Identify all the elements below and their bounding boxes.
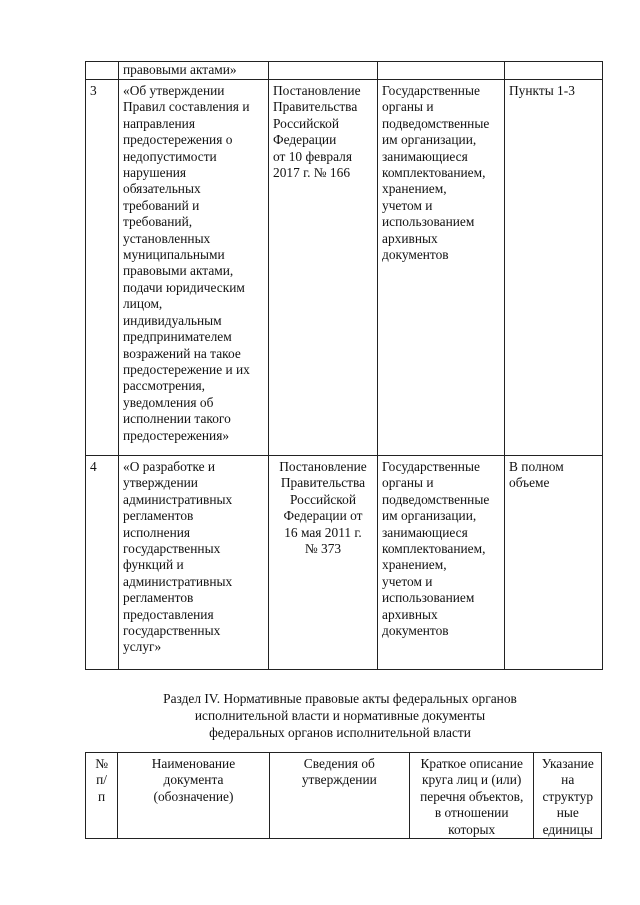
persons-description	[378, 80, 505, 456]
text-line: п/	[96, 772, 108, 788]
cell-text	[90, 756, 113, 805]
text-line: Российской	[273, 115, 339, 131]
row-number	[86, 80, 119, 456]
header-persons	[409, 753, 534, 839]
approval-info	[269, 456, 378, 670]
text-line: использованием	[382, 590, 475, 606]
row-number	[86, 456, 119, 670]
text-line: №	[95, 756, 108, 771]
text-line: Государственные	[382, 459, 480, 474]
header-approval	[269, 753, 409, 839]
text-line: учетом и	[382, 197, 433, 213]
table-row	[86, 80, 603, 456]
text-line: Федерации от	[283, 508, 363, 524]
text-line: В полном	[509, 459, 564, 474]
text-line: Правил составления и	[123, 99, 250, 115]
cell-persons	[378, 62, 505, 80]
text-line: правовыми актами»	[123, 62, 237, 77]
text-line: ные	[556, 805, 579, 821]
text-line: Сведения об	[303, 756, 375, 771]
text-line: Наименование	[151, 756, 236, 771]
text-line: в отношении	[434, 805, 509, 821]
row-number-text: 3	[90, 83, 97, 98]
cell-text	[509, 83, 598, 99]
row-number-text: 4	[90, 459, 97, 474]
text-line: услуг»	[123, 639, 162, 655]
header-units	[534, 753, 602, 839]
text-line: структур	[542, 788, 594, 804]
text-line: (обозначение)	[153, 788, 234, 804]
text-line: занимающиеся	[382, 524, 468, 540]
text-line: регламентов	[123, 508, 194, 524]
table-header-row	[86, 753, 602, 839]
text-line: использованием	[382, 214, 475, 230]
text-line: Раздел IV. Нормативные правовые акты федеральных органов	[163, 691, 517, 706]
federal-acts-table	[85, 752, 602, 839]
regulations-table	[85, 61, 603, 670]
text-line: функций и	[123, 557, 184, 573]
text-line: регламентов	[123, 590, 194, 606]
continued-name	[123, 62, 264, 78]
text-line: предпринимателем	[123, 329, 232, 345]
cell-name	[119, 62, 269, 80]
cell-text	[123, 459, 264, 656]
text-line: Правительства	[273, 99, 358, 115]
text-line: индивидуальным	[123, 312, 222, 328]
text-line: органы и	[382, 99, 434, 115]
text-line: утверждении	[123, 475, 198, 491]
cell-text	[122, 756, 265, 805]
text-line: требований и	[123, 197, 200, 213]
text-line: подачи юридическим	[123, 279, 245, 295]
text-line: № 373	[304, 541, 342, 557]
text-line: направления	[123, 115, 196, 131]
text-line: хранением,	[382, 557, 447, 573]
text-line: занимающиеся	[382, 148, 468, 164]
cell-text	[382, 83, 500, 263]
cell-units	[505, 62, 603, 80]
cell-approval	[269, 62, 378, 80]
cell-text	[274, 756, 405, 789]
text-line: Указание	[541, 756, 594, 771]
text-line: единицы	[542, 821, 593, 837]
document-name	[119, 456, 269, 670]
cell-text	[509, 459, 598, 492]
text-line: документов	[382, 247, 449, 263]
document-name	[119, 80, 269, 456]
section-heading	[100, 690, 580, 741]
text-line: нарушения	[123, 165, 187, 181]
text-line: федеральных органов исполнительной власти	[209, 725, 471, 740]
text-line: Краткое описание	[420, 756, 523, 771]
text-line: Постановление	[273, 83, 361, 98]
text-line: административных	[123, 491, 233, 507]
text-line: Государственные	[382, 83, 480, 98]
text-line: 2017 г. № 166	[273, 165, 351, 181]
text-line: органы и	[382, 475, 434, 491]
text-line: предостережения»	[123, 427, 230, 443]
text-line: от 10 февраля	[273, 148, 352, 164]
text-line: рассмотрения,	[123, 378, 206, 394]
text-line: комплектованием,	[382, 541, 486, 557]
text-line: государственных	[123, 541, 221, 557]
text-line: установленных	[123, 230, 211, 246]
text-line: которых	[448, 821, 496, 837]
text-line: Постановление	[279, 459, 367, 474]
text-line: уведомления об	[123, 394, 214, 410]
table-row-continued	[86, 62, 603, 80]
text-line: правовыми актами,	[123, 263, 234, 279]
text-line: утверждении	[301, 772, 377, 788]
text-line: предостережение и их	[123, 361, 250, 377]
text-line: Пункты 1-3	[509, 83, 575, 98]
text-line: предоставления	[123, 606, 214, 622]
cell-text	[100, 690, 580, 741]
text-line: на	[561, 772, 575, 788]
cell-text	[123, 83, 264, 444]
header-num	[86, 753, 118, 839]
text-line: предостережения о	[123, 132, 233, 148]
text-line: недопустимости	[123, 148, 217, 164]
cell-num	[86, 62, 119, 80]
text-line: объеме	[509, 475, 550, 491]
text-line: обязательных	[123, 181, 201, 197]
structural-units	[505, 456, 603, 670]
text-line: возражений на такое	[123, 345, 241, 361]
text-line: подведомственные	[382, 115, 490, 131]
text-line: архивных	[382, 606, 438, 622]
text-line: Российской	[290, 491, 356, 507]
text-line: исполнительной власти и нормативные документы	[194, 708, 486, 723]
text-line: документов	[382, 623, 449, 639]
text-line: им организации,	[382, 508, 477, 524]
text-line: подведомственные	[382, 491, 490, 507]
approval-info	[269, 80, 378, 456]
text-line: государственных	[123, 623, 221, 639]
cell-text	[382, 459, 500, 639]
cell-text	[414, 756, 530, 838]
text-line: п	[98, 788, 106, 804]
text-line: перечня объектов,	[420, 788, 524, 804]
persons-description	[378, 456, 505, 670]
text-line: требований,	[123, 214, 193, 230]
text-line: «О разработке и	[123, 459, 216, 474]
structural-units	[505, 80, 603, 456]
text-line: 16 мая 2011 г.	[284, 524, 362, 540]
text-line: исполнения	[123, 524, 191, 540]
cell-text	[538, 756, 597, 838]
header-name	[118, 753, 270, 839]
cell-text	[273, 459, 373, 557]
text-line: административных	[123, 573, 233, 589]
text-line: учетом и	[382, 573, 433, 589]
text-line: Федерации	[273, 132, 337, 148]
table-row	[86, 456, 603, 670]
text-line: документа	[163, 772, 224, 788]
text-line: им организации,	[382, 132, 477, 148]
text-line: Правительства	[280, 475, 366, 491]
text-line: исполнении такого	[123, 411, 231, 427]
text-line: архивных	[382, 230, 438, 246]
text-line: «Об утверждении	[123, 83, 225, 98]
text-line: муниципальными	[123, 247, 225, 263]
text-line: хранением,	[382, 181, 447, 197]
cell-text	[273, 83, 373, 181]
text-line: лицом,	[123, 296, 163, 312]
text-line: круга лиц и (или)	[422, 772, 522, 788]
text-line: комплектованием,	[382, 165, 486, 181]
